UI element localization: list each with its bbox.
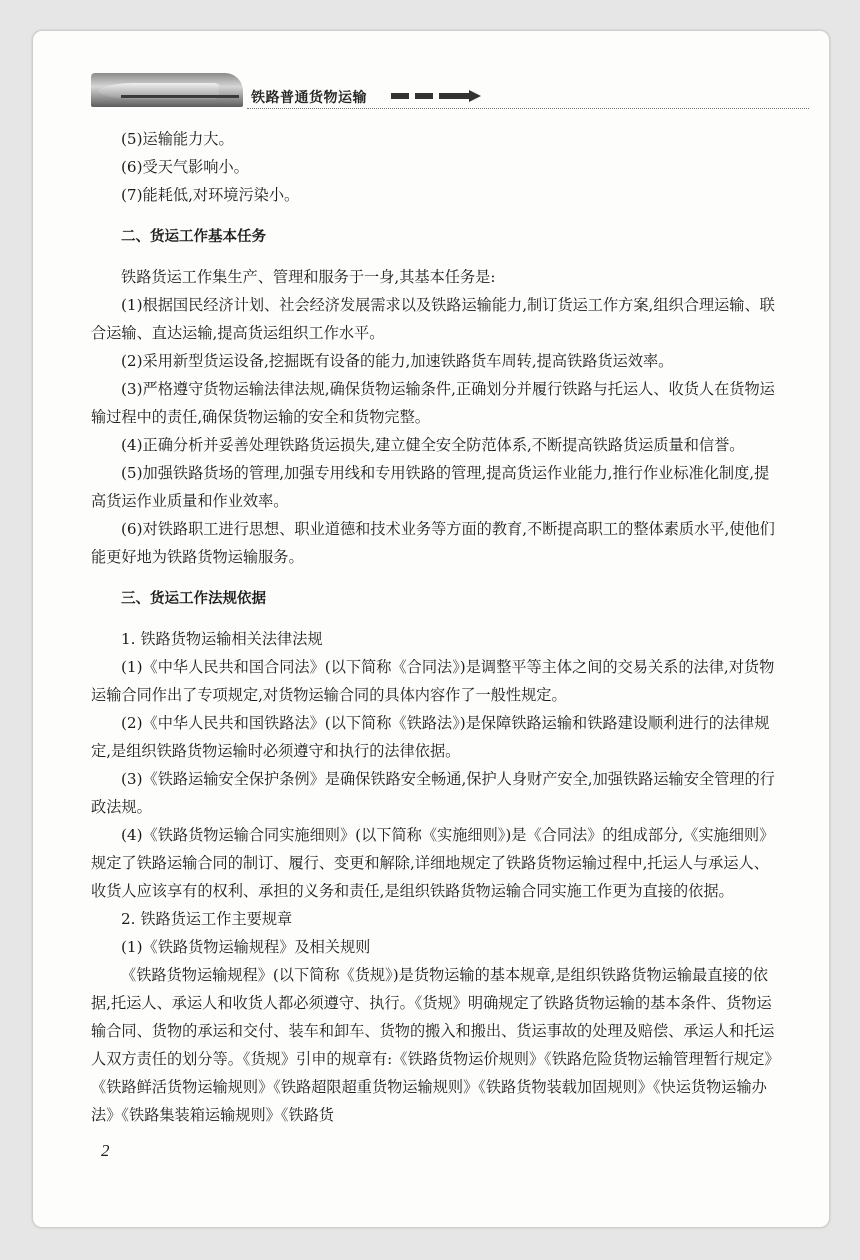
list-item: (1)《中华人民共和国合同法》(以下简称《合同法》)是调整平等主体之间的交易关系的法律,对货物运输合同作出了专项规定,对货物运输合同的具体内容作了一般性规定。 xyxy=(91,658,775,704)
list-item: (3)严格遵守货物运输法律法规,确保货物运输条件,正确划分并履行铁路与托运人、收货人在货物运输过程中的责任,确保货物运输的安全和货物完整。 xyxy=(91,380,775,426)
list-item: (6)受天气影响小。 xyxy=(121,158,249,176)
page-number: 2 xyxy=(101,1141,110,1160)
header-title: 铁路普通货物运输 xyxy=(251,90,367,106)
section-heading: 二、货运工作基本任务 xyxy=(121,229,266,245)
book-page xyxy=(32,30,830,1228)
high-speed-train-icon xyxy=(91,73,243,107)
section-heading: 三、货运工作法规依据 xyxy=(121,591,266,607)
list-item: (4)《铁路货物运输合同实施细则》(以下简称《实施细则》)是《合同法》的组成部分,《实施细则》规定了铁路运输合同的制订、履行、变更和解除,详细地规定了铁路货物运输过程中,托运人与承运人、收货人应该享有的权利、承担的义务和责任,是组织铁路货物运输合同实施工作更为直接的依据。 xyxy=(91,826,775,900)
list-item: (1)根据国民经济计划、社会经济发展需求以及铁路运输能力,制订货运工作方案,组织合理运输、联合运输、直达运输,提高货运组织工作水平。 xyxy=(91,296,775,342)
list-item-title: (1)《铁路货物运输规程》及相关规则 xyxy=(121,938,371,956)
list-item: (4)正确分析并妥善处理铁路货运损失,建立健全安全防范体系,不断提高铁路货运质量和信誉。 xyxy=(121,436,745,454)
list-item: (5)加强铁路货场的管理,加强专用线和专用铁路的管理,提高货运作业能力,推行作业标准化制度,提高货运作业质量和作业效率。 xyxy=(91,464,770,510)
page-body xyxy=(91,125,781,1129)
running-header xyxy=(91,71,809,117)
paragraph: 《铁路货物运输规程》(以下简称《货规》)是货物运输的基本规章,是组织铁路货物运输最直接的依据,托运人、承运人和收货人都必须遵守、执行。《货规》明确规定了铁路货物运输的基本条件、货物运输合同、货物的承运和交付、装车和卸车、货物的搬入和搬出、货运事故的处理及赔偿、承运人和托运人双方责任的划分等。《货规》引申的规章有:《铁路货物运价规则》《铁路危险货物运输管理暂行规定》《铁路鲜活货物运输规则》《铁路超限超重货物运输规则》《铁路货物装载加固规则》《快运货物运输办法》《铁路集装箱运输规则》《铁路货 xyxy=(91,966,780,1124)
paragraph: 铁路货运工作集生产、管理和服务于一身,其基本任务是: xyxy=(121,268,496,286)
header-dotted-rule xyxy=(247,108,809,109)
list-item: (3)《铁路运输安全保护条例》是确保铁路安全畅通,保护人身财产安全,加强铁路运输安全管理的行政法规。 xyxy=(91,770,775,816)
train-stripe xyxy=(121,95,239,98)
list-item: (7)能耗低,对环境污染小。 xyxy=(121,186,300,204)
list-item: (6)对铁路职工进行思想、职业道德和技术业务等方面的教育,不断提高职工的整体素质水平,使他们能更好地为铁路货物运输服务。 xyxy=(91,520,775,566)
list-item: (5)运输能力大。 xyxy=(121,130,234,148)
subsection-heading: 2. 铁路货运工作主要规章 xyxy=(121,910,293,928)
list-item: (2)采用新型货运设备,挖掘既有设备的能力,加速铁路货车周转,提高铁路货运效率。 xyxy=(121,352,674,370)
header-arrow-icon xyxy=(391,93,483,101)
subsection-heading: 1. 铁路货物运输相关法律法规 xyxy=(121,630,323,648)
list-item: (2)《中华人民共和国铁路法》(以下简称《铁路法》)是保障铁路运输和铁路建设顺利进行的法律规定,是组织铁路货物运输时必须遵守和执行的法律依据。 xyxy=(91,714,770,760)
